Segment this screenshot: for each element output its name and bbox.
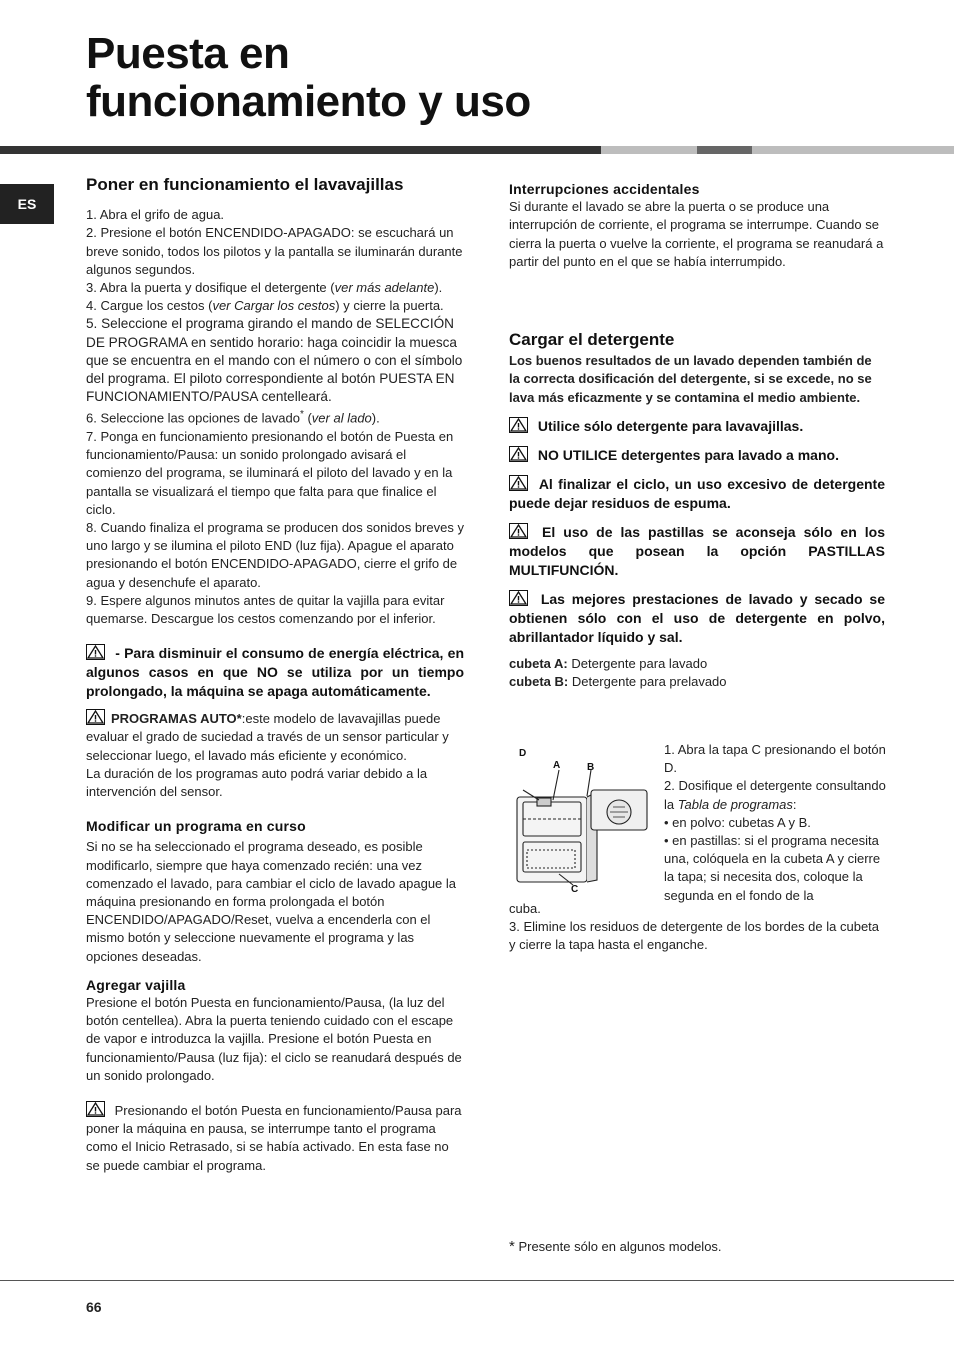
left-column — [86, 176, 464, 1175]
section-title-detergent: Cargar el detergente — [509, 330, 675, 350]
header-rule-dark — [0, 146, 601, 154]
footnote: * Presente sólo en algunos modelos. — [509, 1238, 722, 1255]
step-4: 4. Cargue los cestos (ver Cargar los cestos) y cierre la puerta. — [86, 298, 444, 314]
diagram-label-a: A — [553, 760, 561, 771]
instruction-1: 1. Abra la tapa C presionando el botón D. — [664, 742, 886, 776]
dispenser-instructions-cont — [509, 900, 885, 955]
footer-rule — [0, 1280, 954, 1281]
step-3: 3. Abra la puerta y dosifique el detergente (ver más adelante). — [86, 280, 443, 296]
cubeta-a: cubeta A: Detergente para lavado — [509, 655, 708, 671]
header-rule-mid — [697, 146, 752, 154]
step-5: 5. Seleccione el programa girando el mando de SELECCIÓN DE PROGRAMA en sentido horario: haga coincidir la muesca que se encuentra en el mando con el número o con el símbolo del programa. El piloto correspondiente al botón PUESTA EN FUNCIONAMIENTO/PAUSA centelleará. — [86, 316, 463, 405]
warning-icon — [86, 1101, 105, 1117]
title-line-1: Puesta en — [86, 29, 290, 78]
warning-icon — [509, 475, 528, 491]
language-tab: ES — [0, 184, 54, 224]
warning-5: Las mejores prestaciones de lavado y secado se obtienen sólo con el uso de detergente en polvo, abrillantador líquido y sal. — [509, 590, 885, 645]
add-text: Presione el botón Puesta en funcionamiento/Pausa, (la luz del botón centellea). Abra la puerta teniendo cuidado con el escape de vapor e introduzca la vajilla. Presione el botón Puesta en funcionamiento/Pausa (luz fija): el ciclo se reanudará después de un sonido prolongado. — [86, 995, 462, 1083]
warning-icon — [86, 709, 105, 725]
cubeta-b: cubeta B: Detergente para prelavado — [509, 674, 727, 690]
warning-energy: - Para disminuir el consumo de energía eléctrica, en algunos casos en que NO se utiliza por un tiempo prolongado, la máquina se apaga automáticamente. — [86, 645, 464, 700]
header-rule-light — [601, 146, 697, 154]
instruction-bullet-powder: • en polvo: cubetas A y B. — [664, 814, 811, 830]
detergent-dispenser-diagram — [509, 742, 659, 897]
title-line-2: funcionamiento y uso — [86, 77, 531, 126]
step-6: 6. Seleccione las opciones de lavado* (ver al lado). — [86, 409, 380, 426]
instruction-2: 2. Dosifique el detergente consultando la Tabla de programas: — [664, 778, 886, 812]
warning-1: Utilice sólo detergente para lavavajillas. — [509, 417, 885, 436]
step-1: 1. Abra el grifo de agua. — [86, 207, 225, 223]
auto-programs-note: La duración de los programas auto podrá variar debido a la intervención del sensor. — [86, 765, 428, 800]
dispenser-instructions — [664, 741, 890, 905]
warning-icon — [509, 446, 528, 462]
instruction-bullet-tablets-end: cuba. — [509, 901, 541, 916]
detergent-intro: Los buenos resultados de un lavado dependen también de la correcta dosificación del detergente, si se excede, no se lava más eficazmente y se contamina el medio ambiente. — [509, 353, 872, 405]
page-title — [86, 30, 531, 126]
interrupt-text: Si durante el lavado se abre la puerta o se produce una interrupción de corriente, el programa se interrumpe. Cuando se cierra la puerta o vuelve la corriente, el programa se reanudará a partir del punto en el que se había interrumpido. — [509, 199, 884, 269]
auto-programs: PROGRAMAS AUTO*:este modelo de lavavajillas puede evaluar el grado de suciedad a través de un sensor particular y seleccionar luego, el lavado más eficiente y económico. — [86, 711, 449, 763]
step-2: 2. Presione el botón ENCENDIDO-APAGADO: se escuchará un breve sonido, todos los pilotos y la pantalla se iluminarán durante algunos segundos. — [86, 225, 463, 277]
diagram-label-d: D — [519, 748, 527, 759]
diagram-label-c: C — [571, 884, 579, 895]
warning-icon — [86, 644, 105, 660]
subheading-interrupt: Interrupciones accidentales — [509, 181, 700, 197]
subheading-add: Agregar vajilla — [86, 976, 186, 993]
modify-text: Si no se ha seleccionado el programa deseado, es posible modificarlo, siempre que haya comenzado recién: una vez comenzado el lavado, para cambiar el ciclo de lavado apague la máquina presionando en forma prolongada el botón ENCENDIDO/APAGADO/Reset, vuelva a encenderla con el mismo botón y seleccione nuevamente el programa y las opciones deseadas. — [86, 839, 457, 964]
diagram-label-b: B — [587, 762, 595, 773]
warning-3: Al finalizar el ciclo, un uso excesivo de detergente puede dejar residuos de espuma. — [509, 475, 885, 511]
warning-4: El uso de las pastillas se aconseja sólo en los modelos que posean la opción PASTILLAS MULTIFUNCIÓN. — [509, 523, 885, 578]
subheading-modify: Modificar un programa en curso — [86, 818, 306, 835]
page-number: 66 — [86, 1299, 102, 1315]
warning-2: NO UTILICE detergentes para lavado a mano. — [509, 446, 885, 465]
section-title-start: Poner en funcionamiento el lavavajillas — [86, 175, 404, 194]
step-9: 9. Espere algunos minutos antes de quitar la vajilla para evitar quemarse. Descargue los cestos comenzando por el inferior. — [86, 592, 445, 626]
warning-icon — [509, 590, 528, 606]
warning-icon — [509, 523, 528, 539]
step-8: 8. Cuando finaliza el programa se producen dos sonidos breves y uno largo y se ilumina el piloto END (luz fija). Apague el aparato presionando el botón ENCENDIDO-APAGADO, cierre el grifo de agua y desenchufe el aparato. — [86, 519, 464, 590]
header-rule-light-end — [752, 146, 954, 154]
warning-icon — [509, 417, 528, 433]
step-7: 7. Ponga en funcionamiento presionando el botón de Puesta en funcionamiento/Pausa: un sonido prolongado avisará el comienzo del programa, se iluminará el piloto del lavado y en la pantalla se visualizará el tiempo que falta para que finalice el ciclo. — [86, 428, 454, 517]
pause-note: Presionando el botón Puesta en funcionamiento/Pausa para poner la máquina en pausa, se interrumpe tanto el programa como el Inicio Retrasado, si se había activado. En esta fase no se puede cambiar el programa. — [86, 1103, 462, 1173]
instruction-3: 3. Elimine los residuos de detergente de los bordes de la cubeta y cierre la tapa hasta el enganche. — [509, 919, 880, 953]
instruction-bullet-tablets: • en pastillas: si el programa necesita una, colóquela en la cubeta A y cierre la tapa; si necesita dos, coloque la segunda en el fondo de la — [664, 833, 881, 903]
right-column — [509, 180, 885, 691]
